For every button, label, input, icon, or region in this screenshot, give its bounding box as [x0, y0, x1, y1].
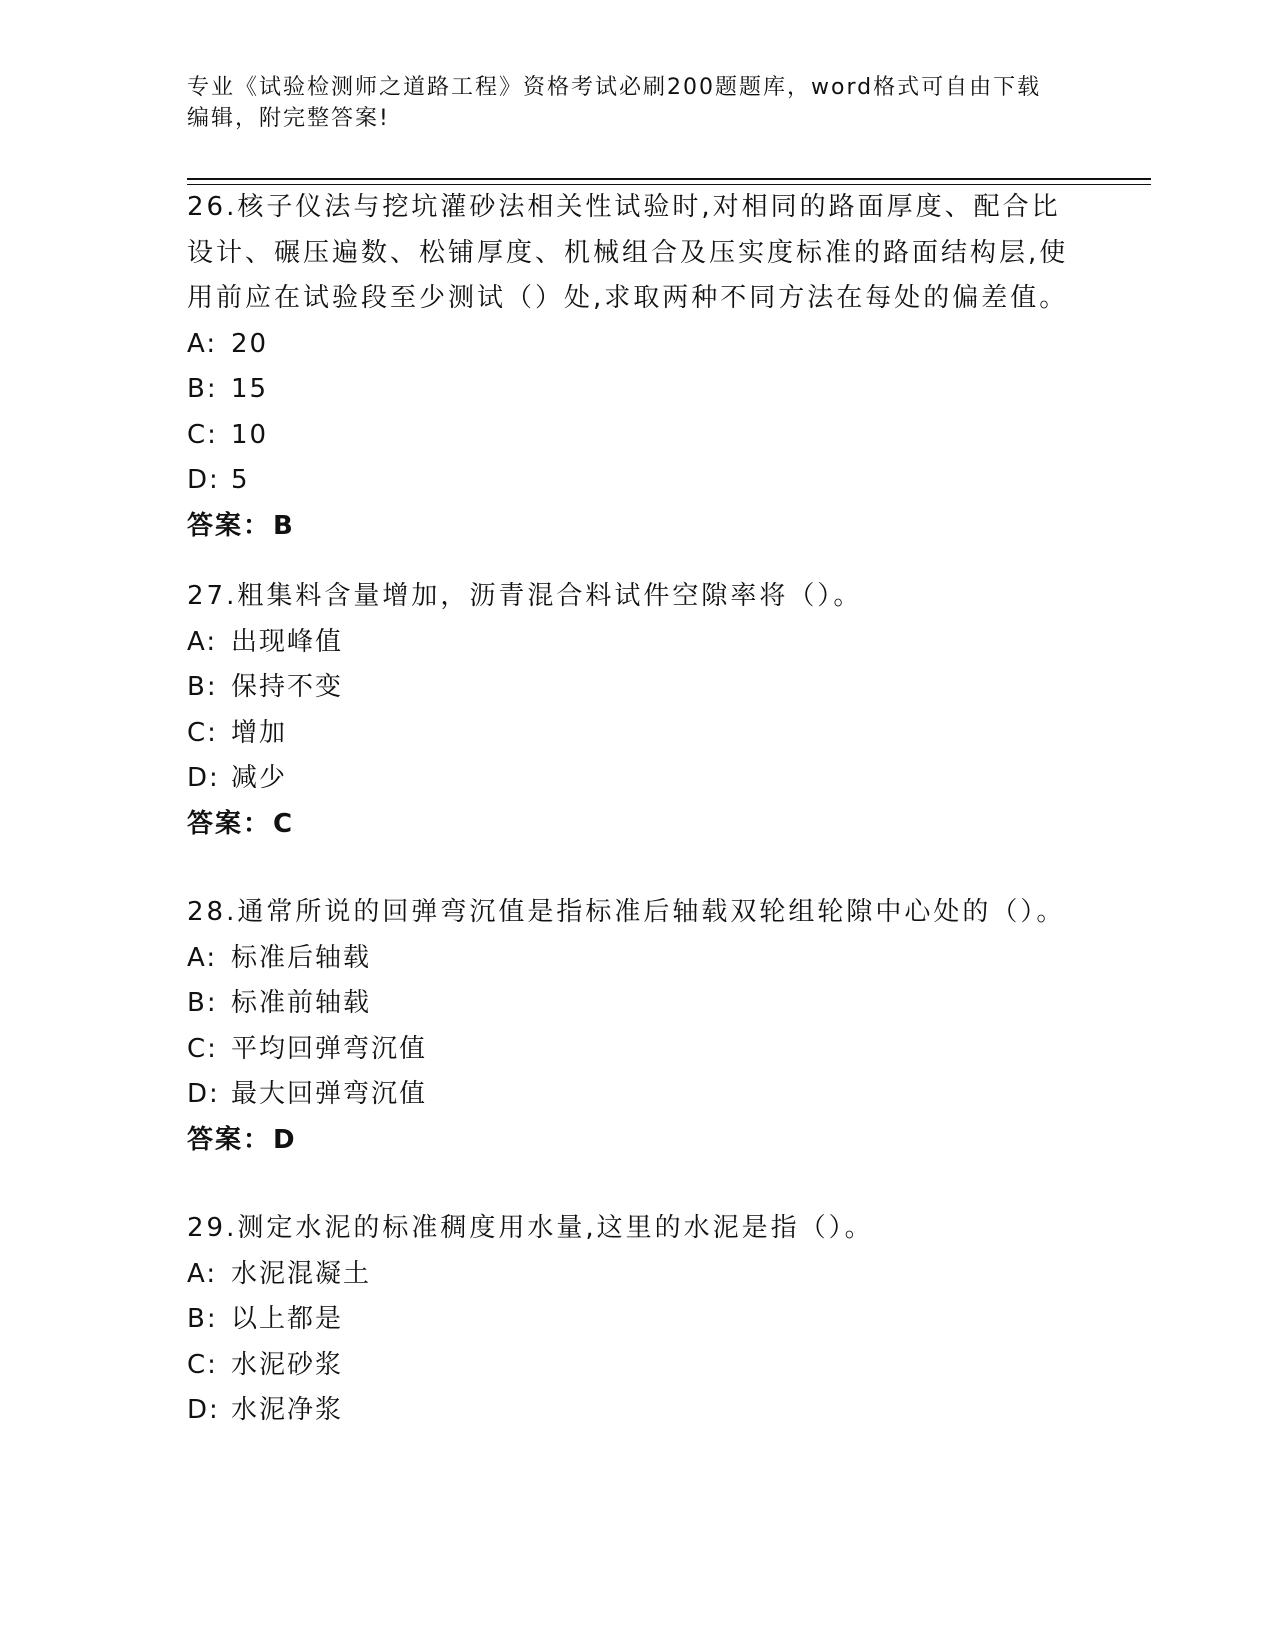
question-26: [187, 185, 1087, 549]
answer-line: [187, 1118, 1087, 1164]
option-text: 平均回弹弯沉值: [231, 1033, 428, 1064]
option-d: [187, 756, 1087, 802]
option-text: 最大回弹弯沉值: [231, 1079, 428, 1109]
option-text: 水泥净浆: [231, 1395, 344, 1425]
question-stem-line: 28.通常所说的回弹弯沉值是指标准后轴载双轮组轮隙中心处的（）。: [187, 897, 1066, 927]
option-c: [187, 711, 1087, 757]
answer-value: D: [273, 1124, 295, 1155]
option-letter: D:: [187, 763, 220, 793]
header-line-1: 专业《试验检测师之道路工程》资格考试必刷200题题库，word格式可自由下载: [187, 75, 1042, 100]
header-divider-thick: [187, 178, 1151, 180]
answer-label: 答案：: [187, 510, 272, 541]
option-a: [187, 322, 1087, 368]
option-text: 5: [231, 465, 250, 495]
option-letter: D:: [187, 1079, 220, 1109]
question-28: [187, 890, 1087, 1163]
option-d: [187, 1388, 1087, 1434]
answer-value: C: [273, 808, 293, 839]
option-letter: C:: [187, 1033, 218, 1064]
option-text: 水泥砂浆: [231, 1349, 344, 1380]
option-letter: A:: [187, 942, 218, 973]
option-text: 减少: [231, 763, 288, 793]
option-letter: B:: [187, 988, 218, 1018]
option-b: [187, 1297, 1087, 1343]
option-a: [187, 620, 1087, 666]
option-c: [187, 1027, 1087, 1073]
option-letter: C:: [187, 717, 218, 748]
option-letter: B:: [187, 672, 218, 702]
option-letter: C:: [187, 419, 218, 450]
answer-label: 答案：: [187, 808, 272, 839]
question-stem-line: 27.粗集料含量增加，沥青混合料试件空隙率将（）。: [187, 581, 863, 611]
option-text: 增加: [231, 717, 288, 748]
question-27: [187, 574, 1087, 847]
option-letter: B:: [187, 1304, 218, 1334]
option-letter: A:: [187, 626, 218, 657]
option-letter: D:: [187, 1395, 220, 1425]
answer-label: 答案：: [187, 1124, 272, 1155]
answer-line: [187, 504, 1087, 550]
option-d: [187, 458, 1087, 504]
question-29: [187, 1206, 1087, 1434]
option-text: 10: [231, 419, 269, 450]
question-stem: [187, 890, 1087, 936]
option-text: 水泥混凝土: [231, 1258, 372, 1289]
answer-value: B: [273, 510, 293, 541]
option-b: [187, 981, 1087, 1027]
option-text: 标准后轴载: [231, 942, 372, 973]
header-line-2: 编辑，附完整答案!: [187, 106, 390, 131]
question-stem-line: 用前应在试验段至少测试（）处,求取两种不同方法在每处的偏差值。: [187, 283, 1069, 313]
option-letter: C:: [187, 1349, 218, 1380]
option-text: 保持不变: [231, 672, 344, 702]
option-c: [187, 1343, 1087, 1389]
document-header: [187, 72, 1067, 134]
option-text: 出现峰值: [231, 626, 344, 657]
question-stem: [187, 185, 1087, 322]
option-a: [187, 936, 1087, 982]
option-text: 以上都是: [231, 1304, 344, 1334]
option-letter: A:: [187, 1258, 218, 1289]
option-b: [187, 367, 1087, 413]
question-stem: [187, 1206, 1087, 1252]
option-text: 20: [231, 328, 269, 359]
option-text: 15: [231, 374, 269, 404]
option-c: [187, 413, 1087, 459]
question-stem-line: 29.测定水泥的标准稠度用水量,这里的水泥是指（）。: [187, 1213, 874, 1243]
answer-line: [187, 802, 1087, 848]
question-stem: [187, 574, 1087, 620]
question-stem-line: 26.核子仪法与挖坑灌砂法相关性试验时,对相同的路面厚度、配合比: [187, 192, 1061, 222]
option-b: [187, 665, 1087, 711]
option-letter: A:: [187, 328, 218, 359]
option-d: [187, 1072, 1087, 1118]
option-a: [187, 1252, 1087, 1298]
option-text: 标准前轴载: [231, 988, 372, 1018]
option-letter: B:: [187, 374, 218, 404]
option-letter: D:: [187, 465, 220, 495]
question-stem-line: 设计、碾压遍数、松铺厚度、机械组合及压实度标准的路面结构层,使: [187, 237, 1069, 268]
